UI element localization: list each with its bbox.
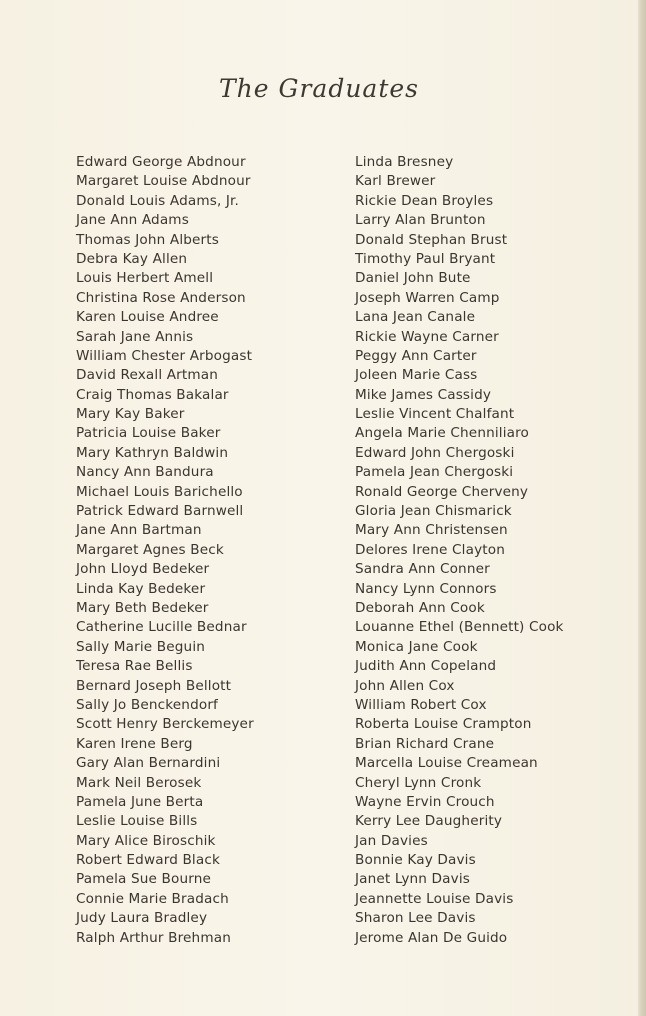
graduate-name: Patrick Edward Barnwell [76,503,244,520]
graduate-name: Peggy Ann Carter [355,347,477,364]
graduate-name: Judy Laura Bradley [76,910,208,927]
graduate-name: Jeannette Louise Davis [355,890,514,907]
graduate-name: Gloria Jean Chismarick [355,503,512,520]
graduate-name: Deborah Ann Cook [355,599,485,616]
graduate-name: Linda Bresney [355,154,454,170]
graduate-name: Jane Ann Bartman [76,522,202,539]
graduate-name: Donald Louis Adams, Jr. [76,192,240,209]
graduate-name: Donald Stephan Brust [355,231,508,248]
graduate-name: Sandra Ann Conner [355,561,490,578]
graduate-name: Leslie Vincent Chalfant [355,406,515,423]
graduate-name: Ronald George Cherveny [355,483,529,500]
graduate-name: Bernard Joseph Bellott [76,677,232,694]
graduate-name: Bonnie Kay Davis [355,852,476,869]
page-title: The Graduates [218,74,420,103]
graduate-name: Mary Kathryn Baldwin [76,444,229,461]
graduate-name: Teresa Rae Bellis [76,658,193,675]
graduate-name: Monica Jane Cook [355,638,478,655]
graduate-name: Linda Kay Bedeker [76,580,206,597]
graduate-name: Roberta Louise Crampton [355,716,532,733]
graduate-name: Pamela June Berta [76,793,204,810]
graduate-name: Sarah Jane Annis [76,328,194,345]
graduate-name: Mary Beth Bedeker [76,599,209,616]
graduate-name: Marcella Louise Creamean [355,755,538,772]
graduate-name: Joleen Marie Cass [355,367,478,384]
graduate-name: Kerry Lee Daugherity [355,813,503,830]
graduate-name: Louis Herbert Amell [76,270,214,287]
graduates-list-right [355,153,564,948]
graduate-name: Craig Thomas Bakalar [76,386,229,403]
graduate-name: Mark Neil Berosek [76,774,202,791]
graduate-name: Rickie Wayne Carner [355,328,499,345]
graduate-name: John Allen Cox [355,677,455,694]
graduate-name: Daniel John Bute [355,270,471,287]
graduate-name: William Robert Cox [355,696,487,713]
graduate-name: Gary Alan Bernardini [76,755,221,772]
graduate-name: Karen Louise Andree [76,309,219,326]
graduate-name: Angela Marie Chenniliaro [355,425,530,442]
graduate-name: Delores Irene Clayton [355,541,505,558]
graduate-name: Pamela Sue Bourne [76,871,212,888]
graduate-name: Michael Louis Barichello [76,483,243,500]
graduate-name: Scott Henry Berckemeyer [76,716,254,733]
graduate-name: Christina Rose Anderson [76,289,246,306]
graduate-name: Pamela Jean Chergoski [355,464,514,481]
graduate-name: Nancy Ann Bandura [76,464,214,481]
graduate-name: Catherine Lucille Bednar [76,619,247,636]
graduate-name: Jerome Alan De Guido [355,929,508,946]
graduate-name: Leslie Louise Bills [76,813,198,830]
graduate-name: Mike James Cassidy [355,386,492,403]
graduate-name: Timothy Paul Bryant [355,250,496,267]
graduate-name: David Rexall Artman [76,367,219,384]
graduate-name: Jan Davies [355,832,428,849]
graduate-name: Rickie Dean Broyles [355,192,494,209]
graduate-name: Brian Richard Crane [355,735,495,752]
graduate-name: Mary Ann Christensen [355,522,508,539]
graduate-name: Connie Marie Bradach [76,890,229,907]
graduate-name: Sharon Lee Davis [355,910,476,927]
graduate-name: Edward John Chergoski [355,444,515,461]
graduate-name: Larry Alan Brunton [355,212,486,229]
graduate-name: Wayne Ervin Crouch [355,793,495,810]
graduate-name: Margaret Agnes Beck [76,541,224,558]
graduate-name: Ralph Arthur Brehman [76,929,231,946]
graduate-name: Janet Lynn Davis [355,871,470,888]
page-edge [638,0,646,1016]
graduate-name: Sally Jo Benckendorf [76,696,218,713]
graduate-name: Sally Marie Beguin [76,638,206,655]
graduate-name: Karl Brewer [355,173,436,190]
graduate-name: Lana Jean Canale [355,309,476,326]
graduate-name: Thomas John Alberts [76,231,220,248]
graduate-name: Cheryl Lynn Cronk [355,774,482,791]
graduate-name: Margaret Louise Abdnour [76,173,251,190]
graduate-name: John Lloyd Bedeker [76,561,210,578]
graduate-name: William Chester Arbogast [76,347,253,364]
graduate-name: Karen Irene Berg [76,735,193,752]
graduate-name: Judith Ann Copeland [355,658,497,675]
graduate-name: Debra Kay Allen [76,250,188,267]
graduate-name: Mary Kay Baker [76,406,185,423]
graduates-list-left [76,153,254,948]
graduate-name: Edward George Abdnour [76,154,246,170]
graduate-name: Joseph Warren Camp [355,289,500,306]
graduate-name: Patricia Louise Baker [76,425,221,442]
graduate-name: Jane Ann Adams [76,212,189,229]
graduate-name: Mary Alice Biroschik [76,832,216,849]
graduate-name: Robert Edward Black [76,852,220,869]
graduate-name: Louanne Ethel (Bennett) Cook [355,619,564,636]
graduate-name: Nancy Lynn Connors [355,580,497,597]
